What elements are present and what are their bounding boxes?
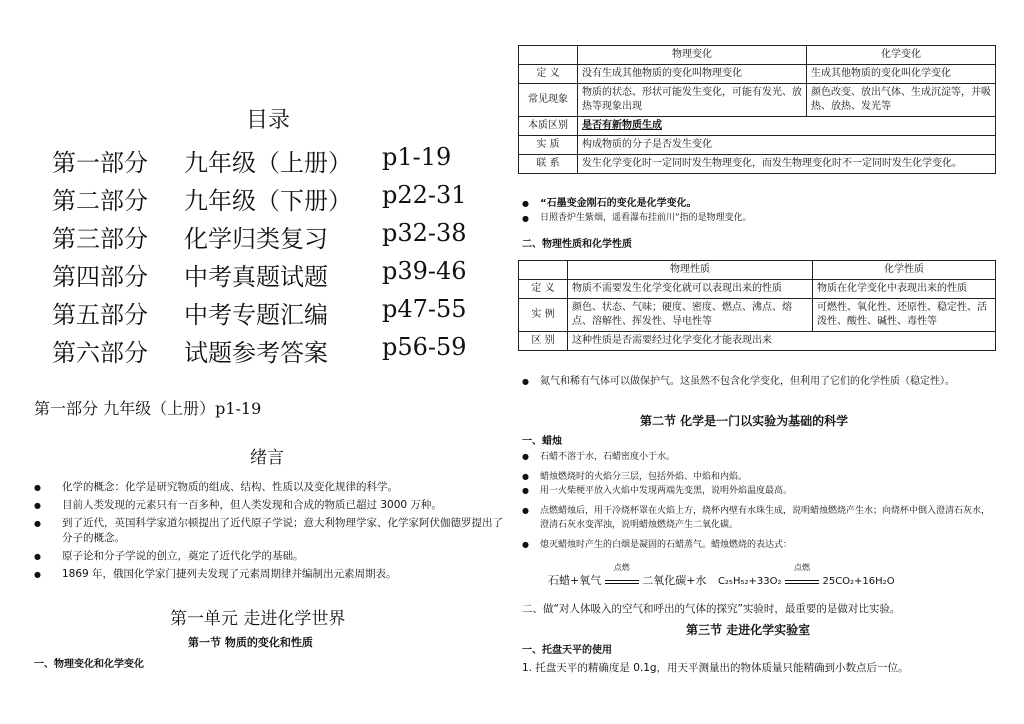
property-table — [518, 260, 996, 351]
candle-equation — [548, 563, 895, 588]
toc-page: p56-59 — [382, 333, 467, 361]
table-cell: 颜色改变、放出气体、生成沉淀等，并吸热、放热、发光等 — [807, 84, 996, 117]
bullet-item: ● 目前人类发现的元素只有一百多种，但人类发现和合成的物质已超过 3000 万种。 — [34, 498, 504, 513]
equation-right: 二氧化碳+水 — [642, 574, 707, 587]
candle-bullets — [518, 450, 996, 552]
section-title: 第三节 走进化学实验室 — [686, 623, 811, 637]
reaction-condition: 点燃 — [793, 563, 810, 572]
toc-page: p1-19 — [382, 143, 452, 171]
table-cell: 物质的状态、形状可能发生变化，可能有发光、放热等现象出现 — [578, 84, 807, 117]
table-header: 化学性质 — [813, 261, 996, 280]
table-cell: 物质在化学变化中表现出来的性质 — [813, 280, 996, 299]
reaction-arrow — [785, 563, 819, 584]
toc-title: 目录 — [246, 108, 291, 133]
table-cell — [519, 46, 578, 65]
bullet-item: ● 1869 年，俄国化学家门捷列夫发现了元素周期律并编制出元素周期表。 — [34, 567, 504, 582]
gas-note — [518, 374, 998, 389]
table-cell: 物质不需要发生化学变化就可以表现出来的性质 — [568, 280, 813, 299]
row-label: 实 例 — [519, 299, 568, 332]
toc-part: 第五部分 — [52, 301, 148, 329]
intro-bullets — [34, 480, 504, 585]
toc-part: 第二部分 — [52, 187, 148, 215]
bullet-item: ● 原子论和分子学说的创立，奠定了近代化学的基础。 — [34, 549, 504, 564]
toc-page: p47-55 — [382, 295, 467, 323]
row-label: 定 义 — [519, 65, 578, 84]
reaction-condition: 点燃 — [613, 563, 630, 572]
table-header: 化学变化 — [807, 46, 996, 65]
note-item: ● 氮气和稀有气体可以做保护气。这虽然不包含化学变化，但利用了它们的化学性质（稳定性）。 — [518, 374, 998, 389]
equation-left-formula: C₂₅H₅₂+33O₂ — [717, 576, 782, 587]
row-label: 本质区别 — [519, 117, 578, 136]
toc-page: p39-46 — [382, 257, 467, 285]
table-cell — [519, 261, 568, 280]
table-cell: 是否有新物质生成 — [578, 117, 996, 136]
toc-grade: 化学归类复习 — [184, 225, 328, 253]
toc-page: p32-38 — [382, 219, 467, 247]
table-cell: 生成其他物质的变化叫化学变化 — [807, 65, 996, 84]
table-cell: 没有生成其他物质的变化叫物理变化 — [578, 65, 807, 84]
toc-grade: 中考真题试题 — [184, 263, 328, 291]
toc-part: 第三部分 — [52, 225, 148, 253]
row-label: 常见现象 — [519, 84, 578, 117]
toc-part: 第一部分 — [52, 149, 148, 177]
subsection-title: 一、物理变化和化学变化 — [34, 659, 144, 670]
balance-item: 1. 托盘天平的精确度是 0.1g，用天平测量出的物体质量只能精确到小数点后一位。 — [522, 662, 909, 674]
table-cell: 发生化学变化时一定同时发生物理变化，而发生物理变化时不一定同时发生化学变化。 — [578, 155, 996, 174]
toc-grade: 中考专题汇编 — [184, 301, 328, 329]
row-label: 联 系 — [519, 155, 578, 174]
toc-part: 第四部分 — [52, 263, 148, 291]
bullet-item: ● 到了近代，英国科学家道尔顿提出了近代原子学说；意大利物理学家、化学家阿伏伽德罗提出了分子的概念。 — [34, 516, 504, 546]
note-item: ● 日照香炉生紫烟，遥看瀑布挂前川”指的是物理变化。 — [518, 211, 998, 226]
change-table — [518, 45, 996, 174]
change-notes — [518, 196, 998, 226]
note-item: ● 点燃蜡烛后，用干冷烧杯罩在火焰上方，烧杯内壁有水珠生成，说明蜡烛燃烧产生水；向烧杯中倒入澄清石灰水，澄清石灰水变浑浊，说明蜡烛燃烧产生二氧化碳。 — [518, 504, 996, 532]
toc-grade: 试题参考答案 — [184, 339, 328, 367]
toc-page: p22-31 — [382, 181, 467, 209]
table-cell: 可燃性、氧化性、还原性、稳定性、活泼性、酸性、碱性、毒性等 — [813, 299, 996, 332]
reaction-arrow — [605, 563, 639, 584]
row-label: 区 别 — [519, 332, 568, 351]
table-header: 物理性质 — [568, 261, 813, 280]
toc-part: 第六部分 — [52, 339, 148, 367]
table-cell: 颜色、状态、气味；硬度、密度、燃点、沸点、熔点、溶解性、挥发性、导电性等 — [568, 299, 813, 332]
toc-grade: 九年级（上册） — [184, 149, 352, 177]
equation-right-formula: 25CO₂+16H₂O — [822, 576, 895, 587]
section-title: 第一节 物质的变化和性质 — [188, 636, 313, 649]
subsection-title: 二、物理性质和化学性质 — [522, 239, 632, 250]
experiment-note: 二、做“对人体吸入的空气和呼出的气体的探究”实验时，最重要的是做对比实验。 — [522, 603, 901, 615]
subsection-title: 一、托盘天平的使用 — [522, 645, 612, 656]
xuyan-title: 绪言 — [250, 448, 284, 468]
unit-title: 第一单元 走进化学世界 — [170, 609, 346, 629]
note-item: ● “石墨变金刚石的变化是化学变化。 — [518, 196, 998, 211]
equation-left: 石蜡+氧气 — [548, 574, 602, 587]
bullet-item: ● 化学的概念：化学是研究物质的组成、结构、性质以及变化规律的科学。 — [34, 480, 504, 495]
section-heading: 第一部分 九年级（上册）p1-19 — [34, 399, 262, 418]
table-cell: 构成物质的分子是否发生变化 — [578, 136, 996, 155]
row-label: 定 义 — [519, 280, 568, 299]
table-header: 物理变化 — [578, 46, 807, 65]
subsection-title: 一、蜡烛 — [522, 436, 562, 447]
note-item: ● 蜡烛燃烧时的火焰分三层，包括外焰、中焰和内焰。 — [518, 470, 996, 484]
note-item: ● 用一火柴梗平放入火焰中发现两端先变黑，说明外焰温度最高。 — [518, 484, 996, 498]
toc-grade: 九年级（下册） — [184, 187, 352, 215]
section-title: 第二节 化学是一门以实验为基础的科学 — [640, 414, 849, 428]
row-label: 实 质 — [519, 136, 578, 155]
table-cell: 这种性质是否需要经过化学变化才能表现出来 — [568, 332, 996, 351]
note-item: ● 石蜡不溶于水，石蜡密度小于水。 — [518, 450, 996, 464]
note-item: ● 熄灭蜡烛时产生的白烟是凝固的石蜡蒸气。蜡烛燃烧的表达式： — [518, 538, 996, 552]
